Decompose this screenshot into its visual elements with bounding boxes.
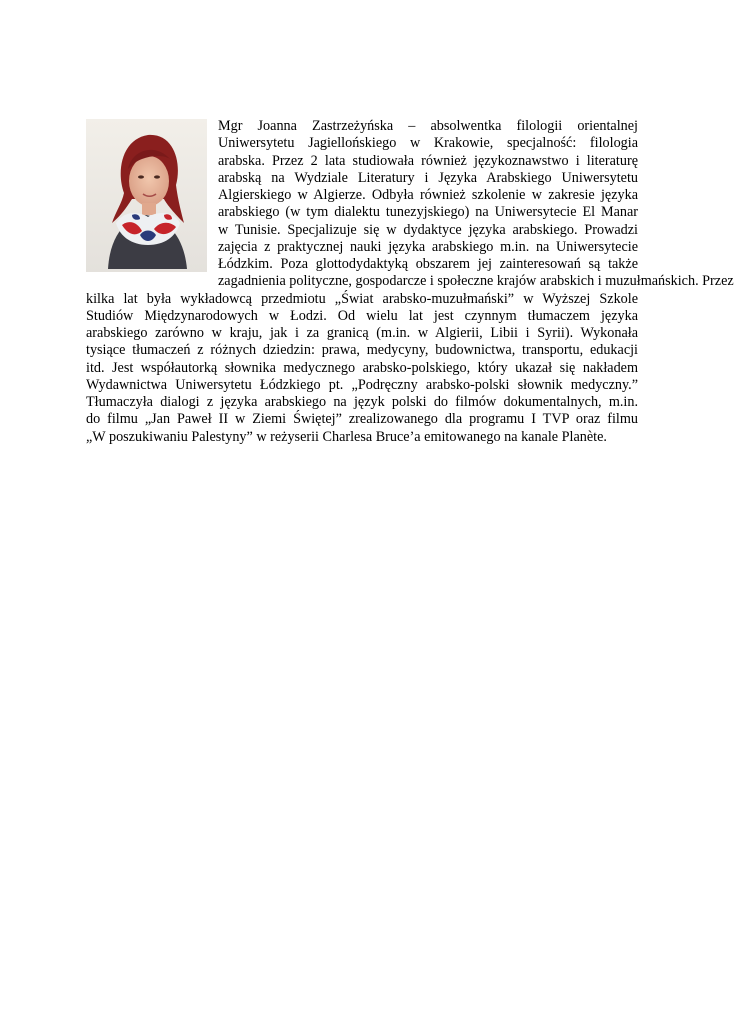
- portrait-image: [86, 119, 207, 272]
- bio-line-15: itd. Jest współautorką słownika medycznego arabsko-polskiego, który ukazał się nakładem: [86, 359, 638, 376]
- bio-line-13: arabskiego zarówno w kraju, jak i za granicą (m.in. w Algierii, Libii i Syrii). Wykonała: [86, 325, 638, 341]
- bio-line-19: „W poszukiwaniu Palestyny” w reżyserii Charlesa Bruce’a emitowanego na kanale Planète.: [86, 428, 607, 445]
- bio-line-9: Łódzkim. Poza glottodydaktyką obszarem jej zainteresowań są także: [218, 256, 638, 272]
- portrait-photo: [86, 119, 207, 272]
- bio-line-5: Algierskiego w Algierze. Odbyła również szkolenie w zakresie języka: [218, 187, 638, 203]
- bio-line-8: zajęcia z praktycznej nauki języka arabskiego m.in. na Uniwersytecie: [218, 238, 638, 255]
- bio-line-10: zagadnienia polityczne, gospodarcze i społeczne krajów arabskich i muzułmańskich. Przez: [218, 273, 734, 290]
- bio-line-18: do filmu „Jan Paweł II w Ziemi Świętej” zrealizowanego dla programu I TVP oraz filmu: [86, 411, 638, 428]
- bio-line-4: arabską na Wydziale Literatury i Języka Arabskiego Uniwersytetu: [218, 169, 638, 186]
- bio-line-1: Mgr Joanna Zastrzeżyńska – absolwentka filologii orientalnej: [218, 118, 638, 134]
- bio-line-14: tysiące tłumaczeń z różnych dziedzin: prawa, medycyny, budownictwa, transportu, edukacji: [86, 342, 638, 359]
- bio-line-6: arabskiego (w tym dialektu tunezyjskiego) na Uniwersytecie El Manar: [218, 204, 638, 221]
- bio-line-2: Uniwersytetu Jagiellońskiego w Krakowie, specjalność: filologia: [218, 135, 638, 152]
- bio-line-7: w Tunisie. Specjalizuje się w dydaktyce języka arabskiego. Prowadzi: [218, 221, 638, 238]
- bio-line-17: Tłumaczyła dialogi z języka arabskiego na język polski do filmów dokumentalnych, m.in.: [86, 394, 638, 410]
- bio-line-12: Studiów Międzynarodowych w Łodzi. Od wielu lat jest czynnym tłumaczem języka: [86, 307, 638, 324]
- bio-line-16: Wydawnictwa Uniwersytetu Łódzkiego pt. „Podręczny arabsko-polski słownik medyczny.”: [86, 376, 638, 393]
- bio-line-11: kilka lat była wykładowcą przedmiotu „Świat arabsko-muzułmański” w Wyższej Szkole: [86, 290, 638, 307]
- bio-line-3: arabska. Przez 2 lata studiowała również językoznawstwo i literaturę: [218, 152, 638, 169]
- biography: [86, 118, 734, 446]
